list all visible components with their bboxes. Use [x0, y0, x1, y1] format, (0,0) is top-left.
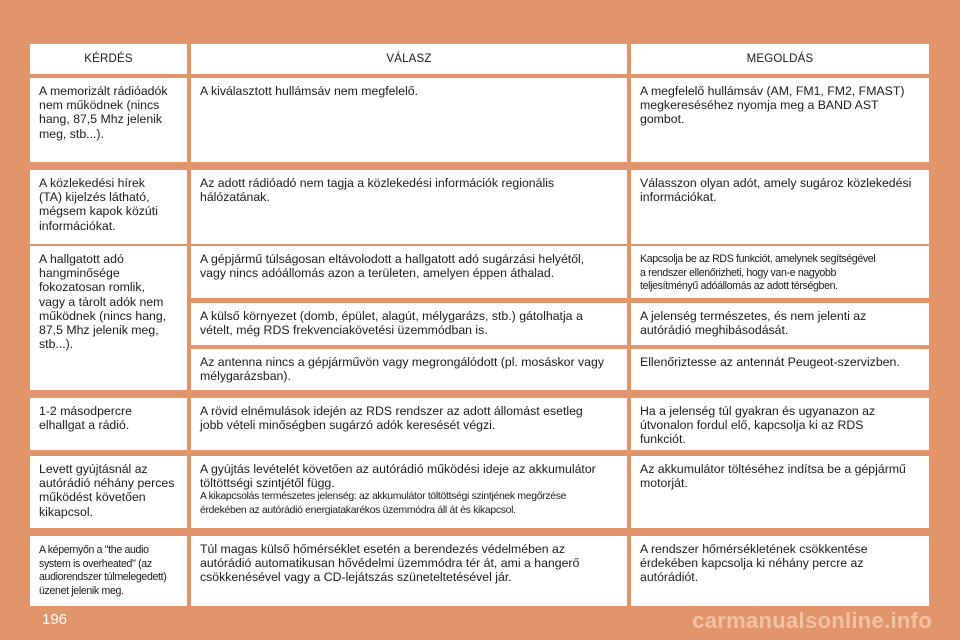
answer-text: A rövid elnémulások idején az RDS rendszer az adott állomást esetleg jobb vételi minőségben sugárzó adók keresését végzi.: [200, 404, 583, 433]
page-number: 196: [42, 611, 68, 628]
question-text: A hallgatott adó hangminősége fokozatosan romlik, vagy a tárolt adók nem működnek (nincs hang, 87,5 Mhz jelenik meg, stb...).: [39, 252, 167, 352]
solution-text: Ellenőriztesse az antennát Peugeot-szervizben.: [640, 355, 900, 369]
question-cell: [30, 398, 187, 450]
watermark: carmanualsonline.info: [692, 608, 932, 633]
solution-cell: [631, 78, 929, 162]
question-text: Levett gyújtásnál az autórádió néhány perces működést követően kikapcsol.: [39, 462, 175, 519]
answer-cell: [191, 303, 627, 345]
question-cell: [30, 536, 187, 606]
solution-text: Válasszon olyan adót, amely sugároz közlekedési információkat.: [640, 176, 912, 205]
question-text: A közlekedési hírek (TA) kijelzés látható, mégsem kapok közúti információkat.: [39, 176, 158, 233]
header-megoldas: MEGOLDÁS: [631, 44, 929, 74]
answer-text: Az adott rádióadó nem tagja a közlekedési információk regionális hálózatának.: [200, 176, 555, 205]
answer-cell: [191, 456, 627, 528]
header-valasz: VÁLASZ: [191, 44, 627, 74]
answer-text: Túl magas külső hőmérséklet esetén a berendezés védelmében az autórádió automatikusan hővédelmi üzemmódra tér át, ami a hangerő csökkenésével vagy a CD-lejátszás szüneteltetésével jár.: [200, 542, 580, 585]
answer-text: A gépjármű túlságosan eltávolodott a hallgatott adó sugárzási helyétől, vagy nincs adóállomás azon a területen, amelyen éppen áthalad.: [200, 252, 585, 281]
answer-text: A gyújtás levételét követően az autórádió működési ideje az akkumulátor töltöttségi szintjétől függ.: [200, 462, 596, 491]
question-cell: [30, 78, 187, 162]
solution-cell: [631, 349, 929, 390]
answer-cell: [191, 536, 627, 606]
solution-cell: [631, 456, 929, 528]
solution-text: Kapcsolja be az RDS funkciót, amelynek segítségével a rendszer ellenőrizheti, hogy van-e nagyobb teljesítményű adóállomás az adott térségben.: [640, 253, 876, 293]
answer-text: A külső környezet (domb, épület, alagút, mélygarázs, stb.) gátolhatja a vételt, még RDS frekvenciakövetési üzemmódban is.: [200, 309, 583, 338]
solution-text: A rendszer hőmérsékletének csökkentése érdekében kapcsolja ki néhány percre az autórádiót.: [640, 542, 868, 585]
solution-cell: [631, 536, 929, 606]
question-cell: [30, 456, 187, 528]
question-text: A képernyőn a "the audio system is overheated" (az audiorendszer túlmelegedett) üzenet jelenik meg.: [39, 544, 167, 597]
answer-cell: [191, 398, 627, 450]
question-cell: [30, 170, 187, 244]
question-text: 1-2 másodpercre elhallgat a rádió.: [39, 404, 132, 433]
solution-text: A megfelelő hullámsáv (AM, FM1, FM2, FMAST) megkereséséhez nyomja meg a BAND AST gombot.: [640, 84, 905, 127]
solution-cell: [631, 170, 929, 244]
answer-cell: [191, 246, 627, 298]
header-kerdes: KÉRDÉS: [30, 44, 187, 74]
solution-cell: [631, 398, 929, 450]
answer-text: Az antenna nincs a gépjárművön vagy megrongálódott (pl. mosáskor vagy mélygarázsban).: [200, 355, 604, 384]
answer-text: A kiválasztott hullámsáv nem megfelelő.: [200, 84, 419, 98]
question-cell: [30, 246, 187, 390]
solution-text: Ha a jelenség túl gyakran és ugyanazon az útvonalon fordul elő, kapcsolja ki az RDS funkciót.: [640, 404, 876, 447]
answer-cell: [191, 170, 627, 244]
answer-note-text: A kikapcsolás természetes jelenség: az akkumulátor töltöttségi szintjének megőrzése érdekében az autórádió energiatakarékos üzemmódra áll át és kikapcsol.: [200, 491, 567, 516]
question-text: A memorizált rádióadók nem működnek (nincs hang, 87,5 Mhz jelenik meg, stb...).: [39, 84, 168, 141]
solution-text: A jelenség természetes, és nem jelenti az autórádió meghibásodását.: [640, 309, 867, 338]
solution-cell: [631, 246, 929, 298]
solution-cell: [631, 303, 929, 345]
solution-text: Az akkumulátor töltéséhez indítsa be a gépjármű motorját.: [640, 462, 906, 491]
answer-cell: [191, 78, 627, 162]
answer-cell: [191, 349, 627, 390]
